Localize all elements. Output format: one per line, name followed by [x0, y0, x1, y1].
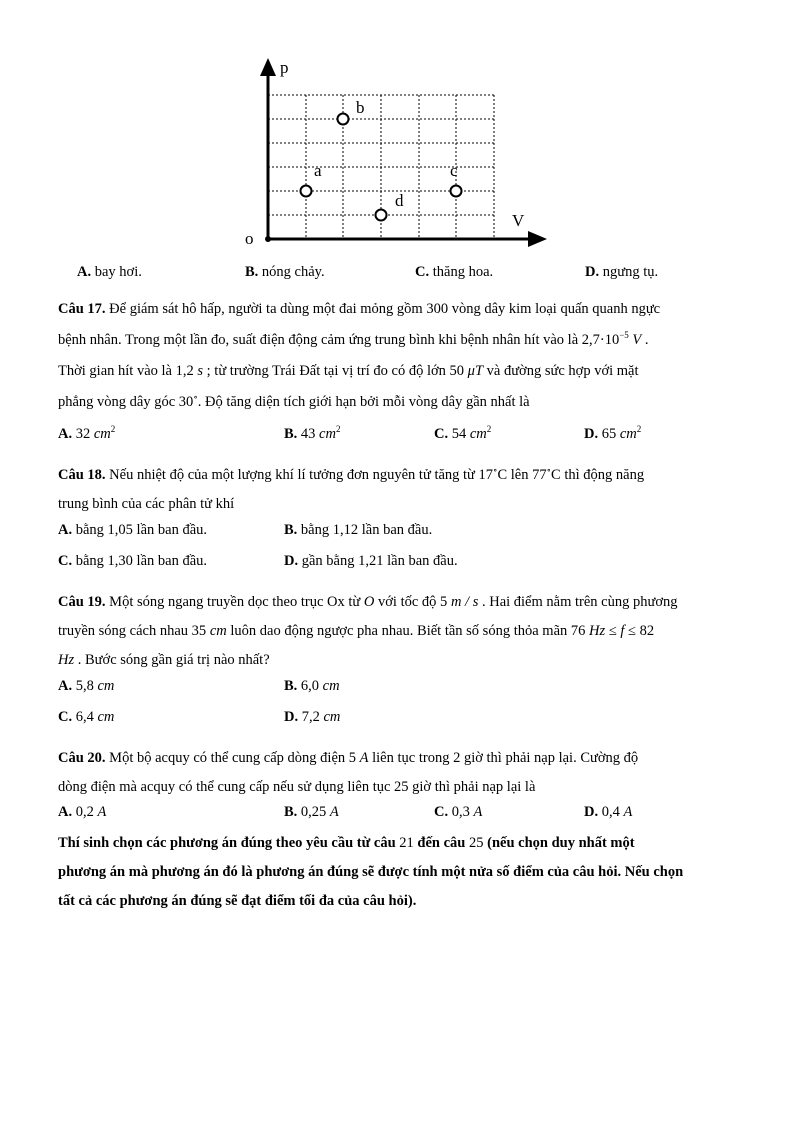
q19-option-d: D. 7,2 cm	[284, 709, 341, 725]
point-c-label: c	[450, 161, 458, 180]
q20-option-b: B. 0,25 A	[284, 804, 339, 820]
q16-option-c: C. thăng hoa.	[415, 264, 494, 280]
q18-option-b: B. bằng 1,12 lần ban đầu.	[284, 522, 433, 538]
q18-option-a: A. bằng 1,05 lần ban đầu.	[58, 522, 208, 538]
question-label: Câu 17.	[58, 301, 106, 317]
p-axis-arrow-icon	[260, 58, 276, 76]
q17-option-a: A. 32 $cm^2$	[58, 424, 116, 442]
q20-option-c: C. 0,3 A	[434, 804, 483, 820]
v-axis-label: V	[512, 211, 525, 230]
q19-option-a: A. 5,8 cm	[58, 678, 115, 694]
point-a-label: a	[314, 161, 322, 180]
point-c	[451, 186, 462, 197]
point-d-label: d	[395, 191, 404, 210]
point-a	[301, 186, 312, 197]
q16-option-d: D. ngưng tụ.	[585, 264, 659, 280]
q18-option-d: D. gần bằng 1,21 lần ban đầu.	[284, 553, 458, 569]
point-b-label: b	[356, 98, 365, 117]
q20-option-d: D. 0,4 A	[584, 804, 633, 820]
q20-option-a: A. 0,2 A	[58, 804, 107, 820]
p-axis-label: p	[280, 58, 289, 77]
q18-option-c: C. bằng 1,30 lần ban đầu.	[58, 553, 208, 569]
question-label: Câu 19.	[58, 594, 106, 610]
origin-dot	[265, 236, 271, 242]
section-instruction: Thí sinh chọn các phương án đúng theo yêu cầu từ câu 21 đến câu 25 (nếu chọn duy nhất một phương án mà phương án đó là phương án đúng sẽ được tính một nửa số điểm của câu hỏi. Nếu chọn tất cả các phương án đúng sẽ đạt điểm tối đa của câu hỏi).	[58, 835, 684, 909]
q16-option-a: A. bay hơi.	[77, 264, 142, 280]
q17-option-d: D. 65 $cm^2$	[584, 424, 642, 442]
v-axis-arrow-icon	[528, 231, 547, 247]
question-20: Câu 20. Một bộ acquy có thể cung cấp dòng điện 5 A liên tục trong 2 giờ thì phải nạp lại. Cường độ dòng điện mà acquy có thể cung cấp nếu sử dụng liên tục 25 giờ thì phải nạp lại là	[58, 750, 639, 795]
q16-option-b: B. nóng chảy.	[245, 264, 325, 280]
q17-option-b: B. 43 $cm^2$	[284, 424, 341, 442]
point-b	[338, 114, 349, 125]
question-18: Câu 18. Nếu nhiệt độ của một lượng khí lí tưởng đơn nguyên tử tăng từ 17∘C lên 77∘C thì động năng trung bình của các phân tử khí	[58, 465, 645, 512]
question-17: Câu 17. Để giám sát hô hấp, người ta dùng một đai mỏng gồm 300 vòng dây kim loại quấn quanh ngực bệnh nhân. Trong một lần đo, suất điện động cảm ứng trung bình khi bệnh nhân hít vào là $2,7\cdot 10^{-5}$ V . Thời gian hít vào là 1,2 s ; từ trường Trái Đất tại vị trí đo có độ lớn 50 μT và đường sức hợp với mặt phẳng vòng dây góc 30∘. Độ tăng diện tích giới hạn bởi mỗi vòng dây gần nhất là	[58, 301, 661, 410]
question-label: Câu 18.	[58, 467, 106, 483]
pv-graph	[0, 0, 794, 260]
origin-label: o	[245, 229, 254, 248]
question-19: Câu 19. Một sóng ngang truyền dọc theo trục Ox từ O với tốc độ 5 m / s . Hai điểm nằm trên cùng phương truyền sóng cách nhau 35 cm luôn dao động ngược pha nhau. Biết tần số sóng thỏa mãn 76 Hz ≤ f ≤ 82 Hz . Bước sóng gần giá trị nào nhất?	[58, 594, 678, 668]
point-d	[376, 210, 387, 221]
q19-option-c: C. 6,4 cm	[58, 709, 115, 725]
q17-option-c: C. 54 $cm^2$	[434, 424, 492, 442]
question-label: Câu 20.	[58, 750, 106, 766]
q19-option-b: B. 6,0 cm	[284, 678, 340, 694]
